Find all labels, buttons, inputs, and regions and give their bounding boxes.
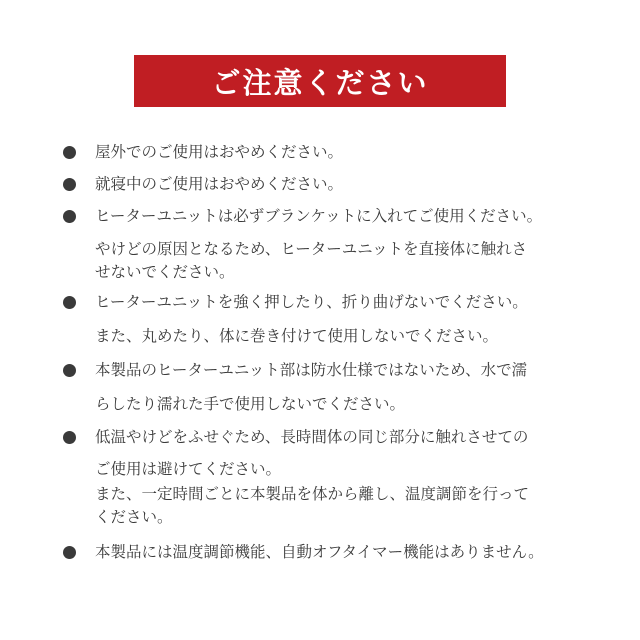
bullet-icon bbox=[63, 431, 76, 444]
caution-item-3-line-3: せないでください。 bbox=[95, 263, 235, 281]
caution-item-6-line-2: ご使用は避けてください。 bbox=[95, 460, 282, 478]
bullet-icon bbox=[63, 178, 76, 191]
caution-title: ご注意ください bbox=[211, 65, 429, 100]
bullet-icon bbox=[63, 210, 76, 223]
caution-item-5-line-2: らしたり濡れた手で使用しないでください。 bbox=[95, 395, 406, 413]
caution-item-2-line-1: 就寝中のご使用はおやめください。 bbox=[95, 175, 344, 193]
caution-item-6-line-1: 低温やけどをふせぐため、長時間体の同じ部分に触れさせての bbox=[95, 428, 529, 446]
caution-item-3-line-1: ヒーターユニットは必ずブランケットに入れてご使用ください。 bbox=[95, 207, 543, 225]
caution-item-5-line-1: 本製品のヒーターユニット部は防水仕様ではないため、水で濡 bbox=[95, 361, 528, 379]
bullet-icon bbox=[63, 364, 76, 377]
bullet-icon bbox=[63, 146, 76, 159]
caution-item-4-line-2: また、丸めたり、体に巻き付けて使用しないでください。 bbox=[95, 327, 499, 345]
caution-title-banner bbox=[134, 55, 506, 107]
caution-item-1-line-1: 屋外でのご使用はおやめください。 bbox=[95, 143, 344, 161]
caution-item-6-line-3: また、一定時間ごとに本製品を体から離し、温度調節を行って bbox=[95, 485, 530, 503]
bullet-icon bbox=[63, 296, 76, 309]
caution-item-4-line-1: ヒーターユニットを強く押したり、折り曲げないでください。 bbox=[95, 293, 528, 311]
caution-item-6-line-4: ください。 bbox=[95, 508, 173, 526]
caution-item-7-line-1: 本製品には温度調節機能、自動オフタイマー機能はありません。 bbox=[95, 543, 544, 561]
caution-item-3-line-2: やけどの原因となるため、ヒーターユニットを直接体に触れさ bbox=[95, 240, 528, 258]
bullet-icon bbox=[63, 546, 76, 559]
